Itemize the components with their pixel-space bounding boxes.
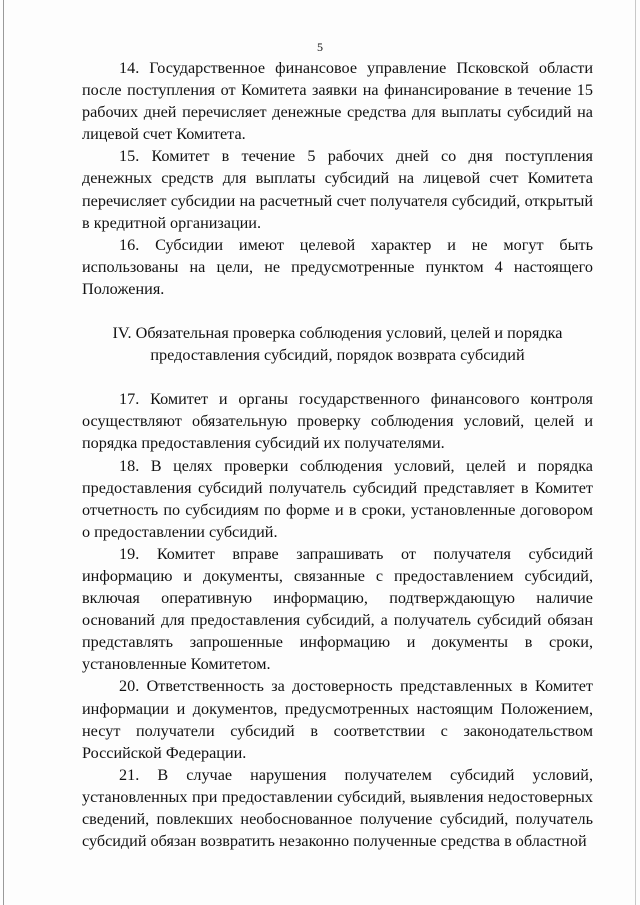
paragraph-21: 21. В случае нарушения получателем субсидий условий, установленных при предоставлении субсидий, выявления недостоверных сведений, повлекших необоснованное получение субсидий, получатель субсидий обязан возвратить незаконно полученные средства в областной (82, 765, 593, 851)
paragraph-19: 19. Комитет вправе запрашивать от получателя субсидий информацию и документы, связанные с предоставлением субсидий, включая оперативную информацию, подтверждающую наличие оснований для предоставления субсидий, а получатель субсидий обязан представлять запрошенные информацию и документы в сроки, установленные Комитетом. (82, 544, 593, 674)
paragraph-15: 15. Комитет в течение 5 рабочих дней со дня поступления денежных средств для выплаты субсидий на лицевой счет Комитета перечисляет субсидии на расчетный счет получателя субсидий, открытый в кредитной организации. (82, 147, 593, 232)
page-right-edge (635, 0, 636, 905)
paragraph-18: 18. В целях проверки соблюдения условий, целей и порядка предоставления субсидий получатель субсидий представляет в Комитет отчетность по субсидиям по форме и в сроки, установленные договором о предоставлении субсидий. (82, 456, 593, 541)
page-left-edge (3, 0, 4, 905)
section-heading: IV. Обязательная проверка соблюдения условий, целей и порядка предоставления субсидий, порядок возврата субсидий (112, 324, 563, 365)
paragraph-17: 17. Комитет и органы государственного финансового контроля осуществляют обязательную проверку соблюдения условий, целей и порядка предоставления субсидий их получателями. (82, 390, 593, 453)
paragraph-20: 20. Ответственность за достоверность представленных в Комитет информации и документов, предусмотренных настоящим Положением, несут получатели субсидий в соответствии с законодательством Российской Федерации. (82, 677, 593, 762)
document-body (82, 57, 593, 852)
paragraph-16: 16. Субсидии имеют целевой характер и не могут быть использованы на цели, не предусмотренные пунктом 4 настоящего Положения. (82, 235, 593, 298)
page-number: 5 (317, 40, 323, 54)
paragraph-14: 14. Государственное финансовое управление Псковской области после поступления от Комитета заявки на финансирование в течение 15 рабочих дней перечисляет денежные средства для выплаты субсидий на лицевой счет Комитета. (82, 59, 593, 144)
